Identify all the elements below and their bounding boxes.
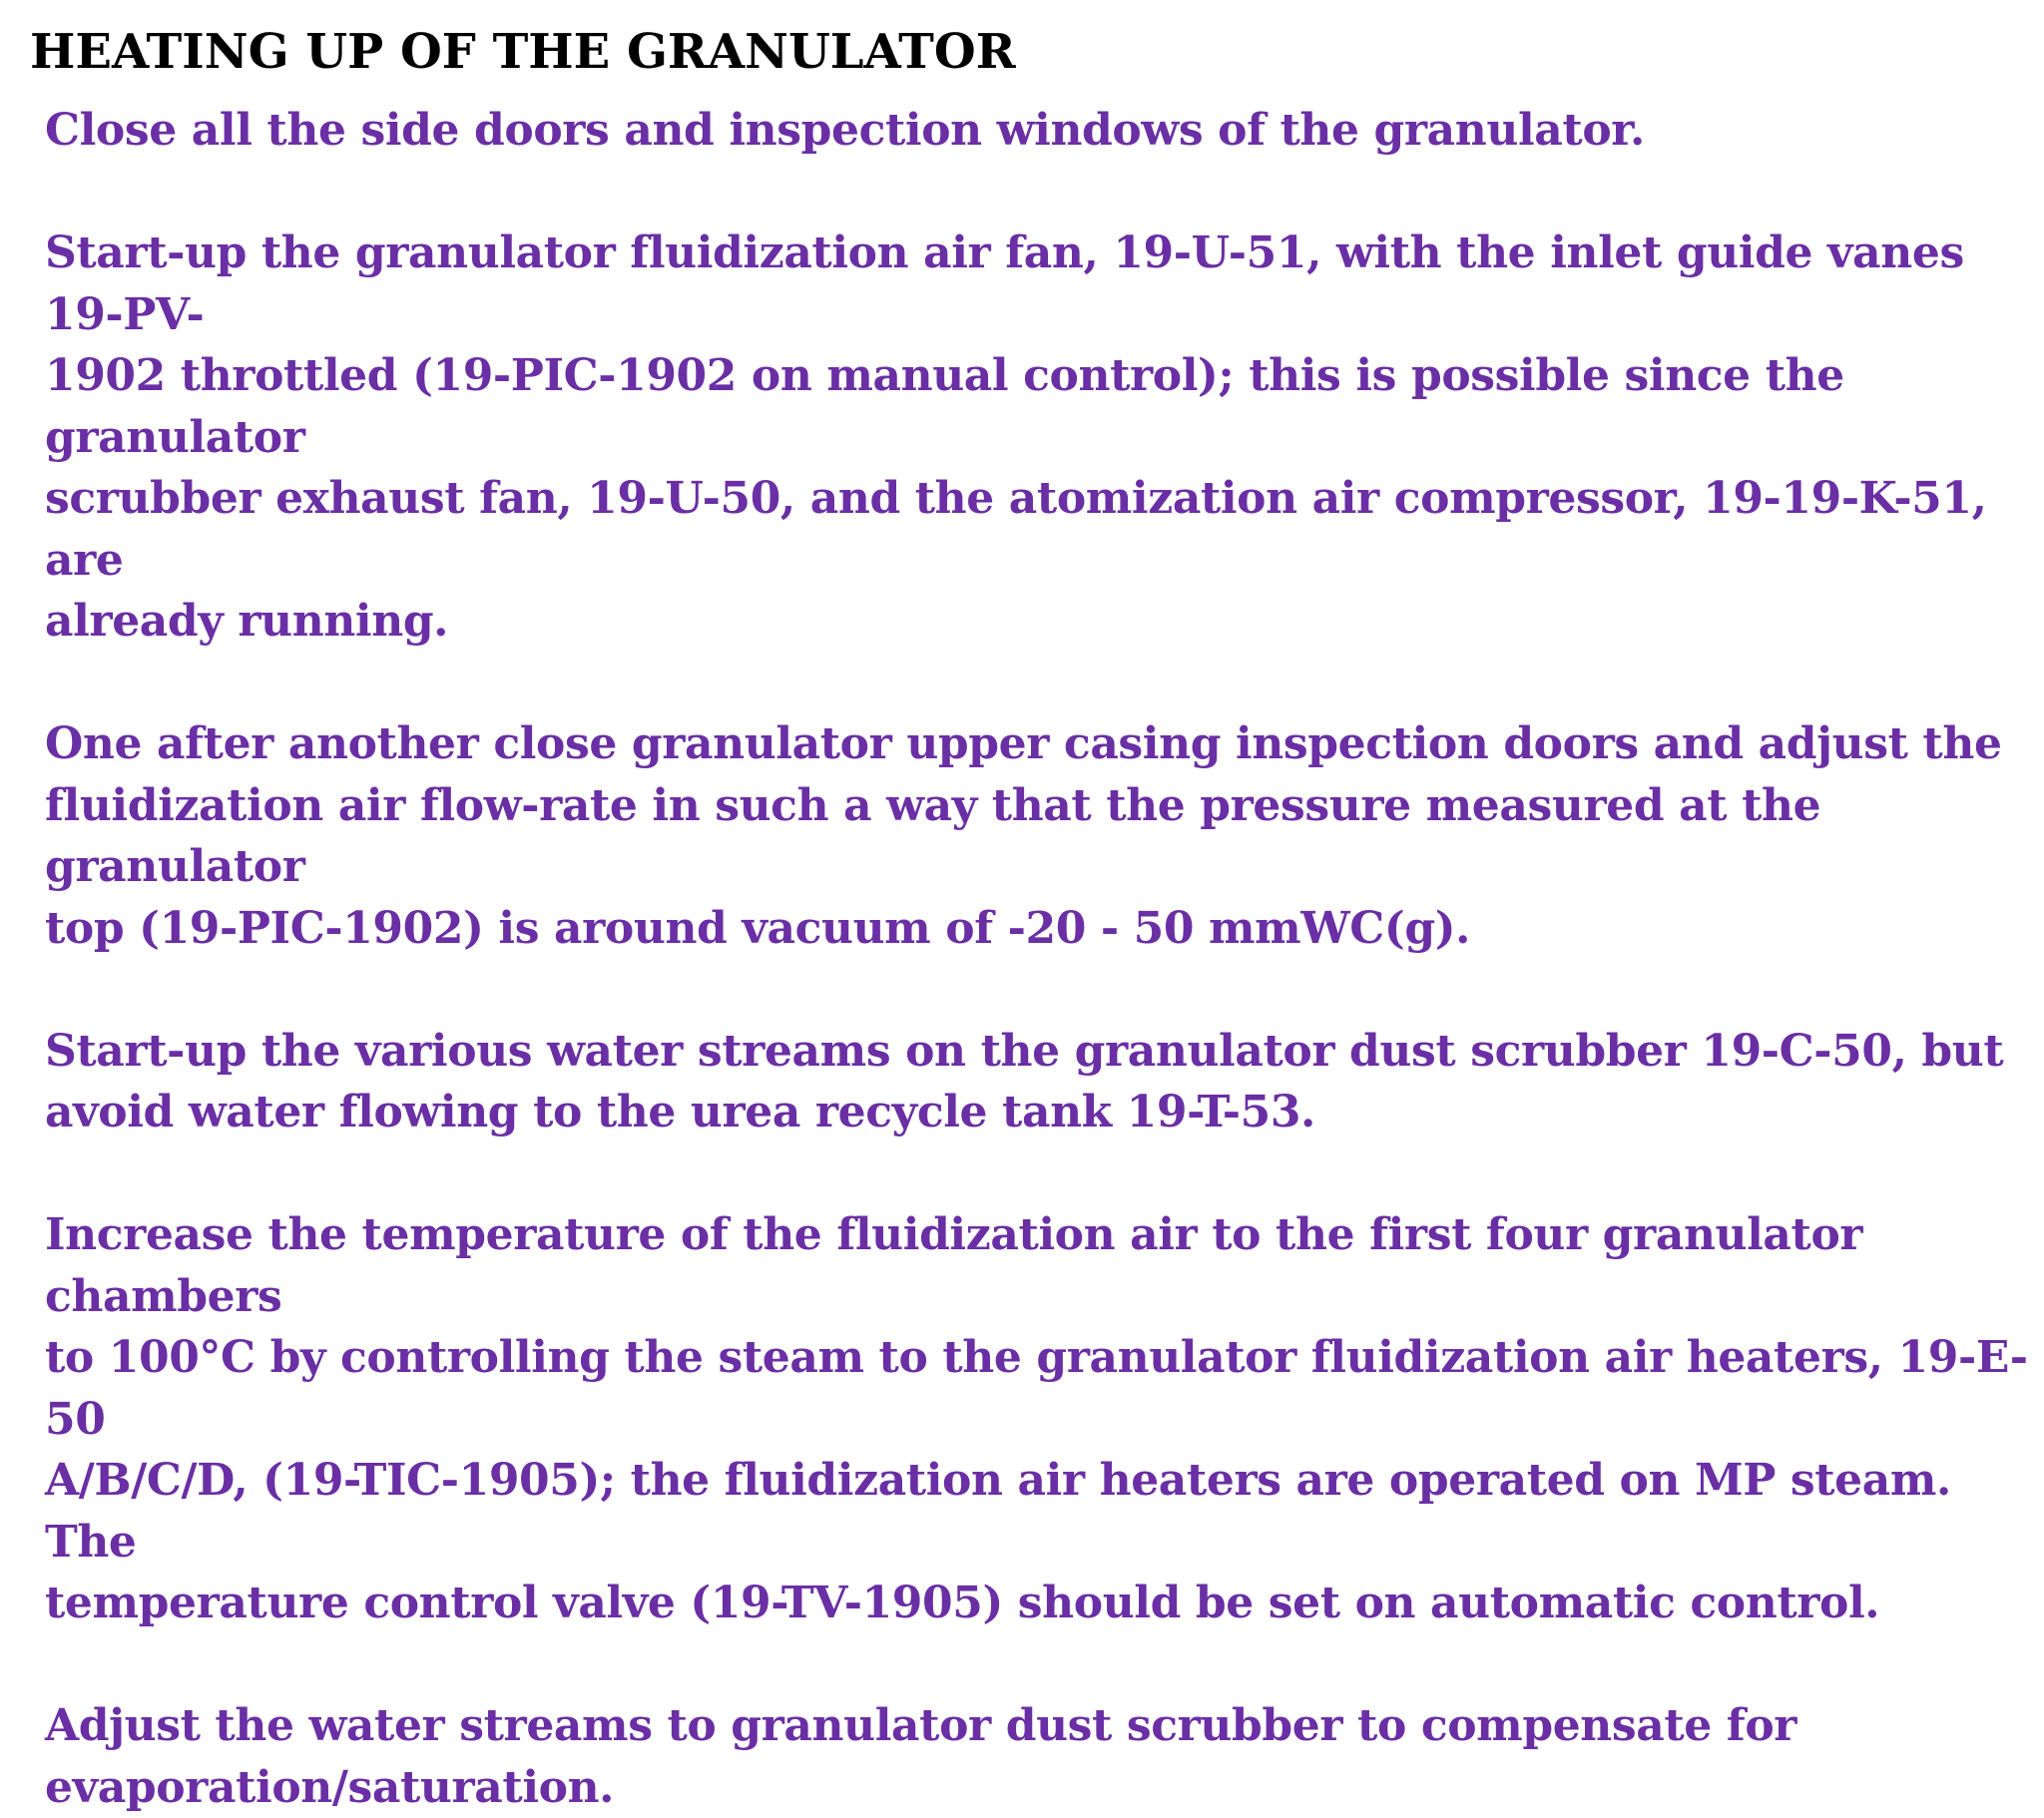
paragraph-increase-temperature: Increase the temperature of the fluidization air to the first four granulator chambers to 100°C by controlling the steam to the granulator fluidization air heaters, 19-E-50 A/B/C/D, (19-TIC-1905); the fluidization air heaters are operated on MP steam. The temperature control valve (19-TV-1905) should be set on automatic control. bbox=[45, 1209, 2028, 1628]
paragraph-adjust-water: Adjust the water streams to granulator dust scrubber to compensate for evaporation/saturation. bbox=[45, 1700, 1797, 1813]
paragraph-spacer bbox=[45, 1634, 2036, 1696]
paragraph-start-fan: Start-up the granulator fluidization air fan, 19-U-51, with the inlet guide vanes 19-PV- 1902 throttled (19-PIC-1902 on manual control); this is possible since the granulator scrubber exhaust fan, 19-U-50, and the atomization air compressor, 19-19-K-51, are already running. bbox=[45, 227, 1987, 647]
paragraph-spacer bbox=[45, 959, 2036, 1021]
paragraph-close-doors: Close all the side doors and inspection windows of the granulator. bbox=[45, 105, 1645, 156]
paragraph-spacer bbox=[45, 1143, 2036, 1205]
slide-title: HEATING UP OF THE GRANULATOR bbox=[30, 24, 1016, 80]
slide-body bbox=[45, 100, 2036, 1818]
paragraph-adjust-airflow: One after another close granulator upper casing inspection doors and adjust the fluidization air flow-rate in such a way that the pressure measured at the granulator top (19-PIC-1902) is around vacuum of -20 - 50 mmWC(g). bbox=[45, 718, 2002, 954]
paragraph-spacer bbox=[45, 653, 2036, 714]
paragraph-water-streams: Start-up the various water streams on the granulator dust scrubber 19-C-50, but avoid water flowing to the urea recycle tank 19-T-53. bbox=[45, 1025, 2004, 1137]
paragraph-spacer bbox=[45, 162, 2036, 224]
